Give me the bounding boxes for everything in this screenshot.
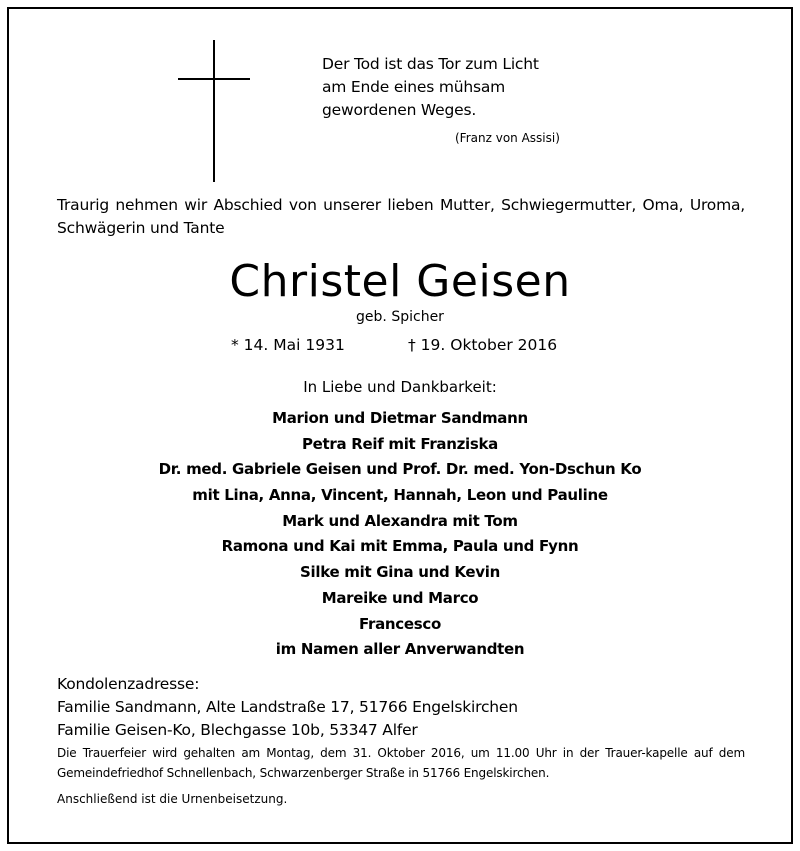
mourner-item: Silke mit Gina und Kevin — [300, 563, 500, 582]
death-date: † 19. Oktober 2016 — [408, 336, 558, 354]
quote-line: am Ende eines mühsam — [322, 78, 506, 96]
mourner-item: Marion und Dietmar Sandmann — [272, 409, 528, 427]
birth-name: geb. Spicher — [356, 309, 444, 325]
quote-line: gewordenen Weges. — [322, 101, 477, 119]
mourner-item: Mareike und Marco — [321, 588, 479, 607]
mourner-item: Ramona und Kai mit Emma, Paula und Fynn — [221, 537, 579, 556]
intro-text: Traurig nehmen wir Abschied von unserer lieben Mutter, Schwiegermutter, Oma, Uroma, Schwägerin und Tante — [57, 196, 745, 237]
mourners-list — [0, 406, 800, 663]
cross-icon-horizontal — [178, 78, 250, 80]
condolence-heading: Kondolenzadresse: — [57, 675, 200, 693]
quote-line: Der Tod ist das Tor zum Licht — [322, 55, 539, 73]
condolence-address-line: Familie Geisen-Ko, Blechgasse 10b, 53347 Alfer — [57, 721, 418, 739]
cross-icon-vertical — [213, 40, 215, 182]
condolence-address — [57, 673, 518, 742]
urn-burial-notice: Anschließend ist die Urnenbeisetzung. — [57, 792, 288, 806]
birth-date: * 14. Mai 1931 — [231, 336, 345, 354]
mourner-item: Dr. med. Gabriele Geisen und Prof. Dr. med. Yon-Dschun Ko — [158, 460, 642, 479]
mourner-item: Petra Reif mit Franziska — [301, 434, 499, 453]
mourner-item: mit Lina, Anna, Vincent, Hannah, Leon und Pauline — [192, 486, 608, 505]
mourner-item: Mark und Alexandra mit Tom — [282, 511, 518, 530]
gratitude-line: In Liebe und Dankbarkeit: — [303, 378, 497, 396]
quote-source: (Franz von Assisi) — [455, 131, 560, 145]
quote — [322, 53, 539, 122]
ceremony-notice: Die Trauerfeier wird gehalten am Montag, dem 31. Oktober 2016, um 11.00 Uhr in der Trauer-kapelle auf dem Gemeindefriedhof Schnellenbach, Schwarzenberger Straße in 51766 Engelskirchen. — [57, 746, 745, 780]
deceased-name: Christel Geisen — [229, 256, 571, 307]
condolence-address-line: Familie Sandmann, Alte Landstraße 17, 51766 Engelskirchen — [57, 698, 518, 716]
mourner-item: im Namen aller Anverwandten — [275, 640, 525, 659]
mourner-item: Francesco — [359, 614, 441, 633]
